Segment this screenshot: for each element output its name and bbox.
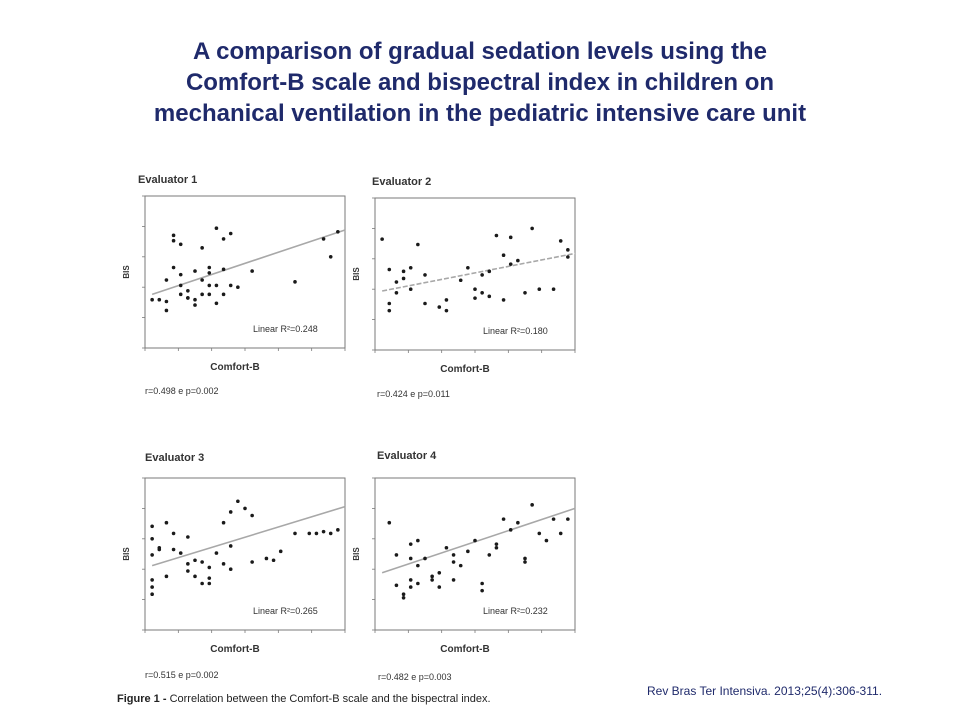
data-point: [186, 535, 190, 539]
data-point: [437, 571, 441, 575]
data-point: [409, 578, 413, 582]
slide-title: [0, 36, 960, 129]
data-point: [250, 514, 254, 518]
data-point: [552, 517, 556, 521]
data-point: [215, 301, 219, 305]
y-axis-label: BIS: [352, 547, 361, 561]
r-squared-label: Linear R²=0.248: [253, 324, 318, 334]
data-point: [229, 510, 233, 514]
data-point: [200, 582, 204, 586]
data-point: [495, 546, 499, 550]
data-point: [265, 557, 269, 561]
data-point: [473, 539, 477, 543]
data-point: [402, 596, 406, 600]
citation: Rev Bras Ter Intensiva. 2013;25(4):306-311.: [647, 684, 883, 698]
data-point: [387, 268, 391, 272]
figure-caption-text: Correlation between the Comfort-B scale and the bispectral index.: [169, 693, 491, 705]
data-point: [380, 237, 384, 241]
data-point: [179, 551, 183, 555]
data-point: [207, 566, 211, 570]
data-point: [509, 528, 513, 532]
data-point: [250, 560, 254, 564]
data-point: [207, 576, 211, 580]
data-point: [179, 242, 183, 246]
panel-title: Evaluator 4: [377, 450, 437, 462]
data-point: [322, 530, 326, 534]
data-point: [395, 583, 399, 587]
data-point: [509, 262, 513, 266]
x-axis-label: Comfort-B: [210, 644, 260, 655]
data-point: [409, 542, 413, 546]
data-point: [165, 521, 169, 525]
data-point: [409, 266, 413, 270]
data-point: [336, 230, 340, 234]
r-squared-label: Linear R²=0.232: [483, 606, 548, 616]
y-axis-label: BIS: [122, 265, 131, 279]
data-point: [172, 532, 176, 536]
r-squared-label: Linear R²=0.265: [253, 606, 318, 616]
data-point: [523, 560, 527, 564]
y-axis-label: BIS: [122, 547, 131, 561]
scatter-plot: [115, 450, 355, 690]
data-point: [272, 558, 276, 562]
data-point: [523, 291, 527, 295]
data-point: [193, 303, 197, 307]
data-point: [222, 268, 226, 272]
data-point: [193, 558, 197, 562]
data-point: [200, 278, 204, 282]
data-point: [487, 295, 491, 299]
data-point: [229, 567, 233, 571]
data-point: [452, 560, 456, 564]
data-point: [207, 293, 211, 297]
r-squared-label: Linear R²=0.180: [483, 326, 548, 336]
data-point: [186, 562, 190, 566]
data-point: [445, 309, 449, 313]
data-point: [165, 309, 169, 313]
data-point: [530, 503, 534, 507]
slide-title-line-3: mechanical ventilation in the pediatric intensive care unit: [153, 100, 807, 127]
data-point: [416, 539, 420, 543]
data-point: [186, 289, 190, 293]
x-axis-label: Comfort-B: [440, 644, 490, 655]
data-point: [229, 284, 233, 288]
data-point: [200, 293, 204, 297]
correlation-stats: r=0.424 e p=0.011: [377, 389, 450, 399]
data-point: [150, 553, 154, 557]
data-point: [222, 293, 226, 297]
data-point: [487, 270, 491, 274]
data-point: [387, 521, 391, 525]
correlation-stats: r=0.482 e p=0.003: [378, 672, 452, 682]
data-point: [172, 239, 176, 243]
data-point: [165, 300, 169, 304]
data-point: [409, 557, 413, 561]
data-point: [430, 575, 434, 579]
data-point: [222, 562, 226, 566]
data-point: [215, 284, 219, 288]
data-point: [179, 273, 183, 277]
data-point: [229, 232, 233, 236]
data-point: [495, 234, 499, 238]
data-point: [402, 270, 406, 274]
data-point: [437, 305, 441, 309]
data-point: [315, 532, 319, 536]
data-point: [409, 287, 413, 291]
scatter-panel-evaluator-4: [345, 450, 585, 690]
data-point: [150, 537, 154, 541]
data-point: [480, 582, 484, 586]
data-point: [545, 539, 549, 543]
data-point: [179, 293, 183, 297]
data-point: [409, 585, 413, 589]
data-point: [387, 302, 391, 306]
data-point: [172, 234, 176, 238]
data-point: [430, 578, 434, 582]
data-point: [150, 298, 154, 302]
data-point: [207, 266, 211, 270]
data-point: [222, 237, 226, 241]
data-point: [530, 227, 534, 231]
data-point: [293, 532, 297, 536]
scatter-panel-evaluator-1: [115, 168, 355, 408]
data-point: [165, 278, 169, 282]
data-point: [423, 557, 427, 561]
data-point: [459, 564, 463, 568]
data-point: [279, 550, 283, 554]
data-point: [502, 253, 506, 257]
data-point: [445, 298, 449, 302]
data-point: [336, 528, 340, 532]
data-point: [215, 551, 219, 555]
data-point: [395, 553, 399, 557]
data-point: [495, 542, 499, 546]
data-point: [473, 287, 477, 291]
data-point: [236, 285, 240, 289]
slide-title-line-2: Comfort-B scale and bispectral index in children on: [185, 69, 775, 96]
data-point: [516, 259, 520, 263]
data-point: [200, 560, 204, 564]
data-point: [395, 291, 399, 295]
data-point: [537, 532, 541, 536]
x-axis-label: Comfort-B: [210, 362, 260, 373]
figure-caption-label: Figure 1 -: [117, 693, 167, 705]
data-point: [387, 309, 391, 313]
panel-title: Evaluator 3: [145, 452, 205, 464]
data-point: [466, 266, 470, 270]
x-axis-label: Comfort-B: [440, 364, 490, 375]
data-point: [329, 255, 333, 259]
data-point: [509, 236, 513, 240]
data-point: [193, 575, 197, 579]
scatter-panel-evaluator-2: [345, 170, 585, 410]
data-point: [207, 284, 211, 288]
data-point: [172, 548, 176, 552]
data-point: [416, 564, 420, 568]
data-point: [466, 550, 470, 554]
scatter-panel-evaluator-3: [115, 450, 355, 690]
data-point: [416, 582, 420, 586]
data-point: [172, 266, 176, 270]
data-point: [502, 517, 506, 521]
data-point: [459, 278, 463, 282]
data-point: [537, 287, 541, 291]
data-point: [559, 239, 563, 243]
data-point: [423, 273, 427, 277]
scatter-plot: [345, 450, 585, 690]
data-point: [566, 255, 570, 259]
data-point: [250, 269, 254, 273]
data-point: [480, 589, 484, 593]
data-point: [200, 246, 204, 250]
data-point: [452, 578, 456, 582]
y-axis-label: BIS: [352, 267, 361, 281]
data-point: [566, 517, 570, 521]
data-point: [307, 532, 311, 536]
data-point: [165, 575, 169, 579]
data-point: [243, 507, 247, 511]
data-point: [186, 569, 190, 573]
data-point: [516, 521, 520, 525]
data-point: [416, 243, 420, 247]
correlation-stats: r=0.498 e p=0.002: [145, 386, 219, 396]
correlation-stats: r=0.515 e p=0.002: [145, 670, 219, 680]
data-point: [215, 226, 219, 230]
data-point: [423, 302, 427, 306]
panel-title: Evaluator 2: [372, 176, 432, 188]
data-point: [222, 521, 226, 525]
scatter-plot: [345, 170, 585, 410]
data-point: [322, 237, 326, 241]
data-point: [566, 248, 570, 252]
data-point: [179, 284, 183, 288]
data-point: [559, 532, 563, 536]
data-point: [329, 532, 333, 536]
data-point: [523, 557, 527, 561]
data-point: [229, 544, 233, 548]
data-point: [552, 287, 556, 291]
data-point: [186, 296, 190, 300]
data-point: [150, 585, 154, 589]
data-point: [207, 582, 211, 586]
data-point: [150, 524, 154, 528]
panel-title: Evaluator 1: [138, 174, 198, 186]
data-point: [487, 553, 491, 557]
data-point: [193, 298, 197, 302]
data-point: [150, 578, 154, 582]
data-point: [480, 273, 484, 277]
scatter-plot: [115, 168, 355, 408]
data-point: [193, 269, 197, 273]
data-point: [236, 499, 240, 503]
data-point: [293, 280, 297, 284]
data-point: [157, 546, 161, 550]
data-point: [207, 271, 211, 275]
data-point: [402, 277, 406, 281]
data-point: [157, 298, 161, 302]
data-point: [395, 280, 399, 284]
data-point: [473, 296, 477, 300]
data-point: [480, 291, 484, 295]
figure-caption: [117, 693, 491, 705]
data-point: [445, 546, 449, 550]
data-point: [502, 298, 506, 302]
data-point: [452, 553, 456, 557]
data-point: [402, 592, 406, 596]
data-point: [150, 592, 154, 596]
data-point: [437, 585, 441, 589]
slide-title-line-1: A comparison of gradual sedation levels using the: [193, 38, 767, 65]
